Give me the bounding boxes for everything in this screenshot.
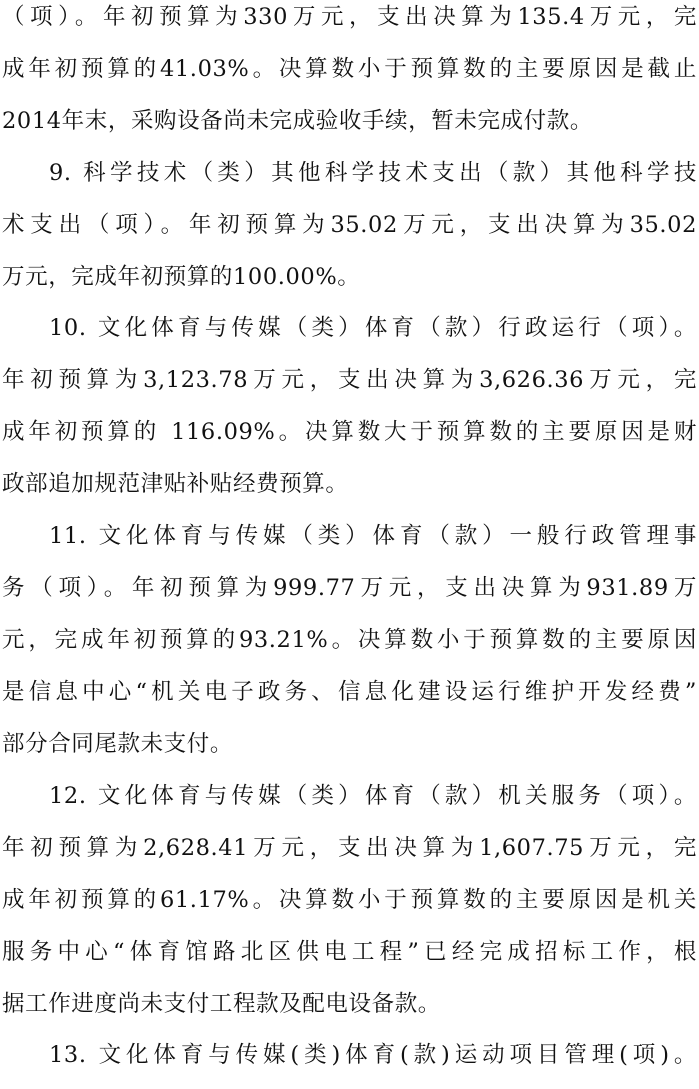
text-line: 年初预算为2,628.41万元，支出决算为1,607.75万元，完 [2, 835, 697, 861]
text-line: 部分合同尾款未支付。 [2, 731, 234, 757]
text-line: 政部追加规范津贴补贴经费预算。 [2, 471, 349, 497]
list-item-9-heading: 9. 科学技术（类）其他科学技术支出（款）其他科学技 [49, 160, 697, 186]
text-line: 2014年末，采购设备尚未完成验收手续，暂未完成付款。 [2, 108, 593, 134]
text-line: 术支出（项）。年初预算为35.02万元，支出决算为35.02 [2, 212, 697, 238]
list-item-10-heading: 10. 文化体育与传媒（类）体育（款）行政运行（项）。 [49, 315, 697, 341]
text-line: 元，完成年初预算的93.21%。决算数小于预算数的主要原因 [2, 627, 697, 653]
text-line: （项）。年初预算为330万元，支出决算为135.4万元，完 [2, 4, 697, 30]
text-line: 成年初预算的 116.09%。决算数大于预算数的主要原因是财 [2, 419, 697, 445]
list-item-13-heading: 13. 文化体育与传媒(类)体育(款)运动项目管理(项)。 [49, 1042, 697, 1068]
list-item-12-heading: 12. 文化体育与传媒（类）体育（款）机关服务（项）。 [49, 783, 697, 809]
list-item-11-heading: 11. 文化体育与传媒（类）体育（款）一般行政管理事 [49, 523, 697, 549]
text-line: 是信息中心“机关电子政务、信息化建设运行维护开发经费” [2, 679, 697, 705]
text-line: 服务中心“体育馆路北区供电工程”已经完成招标工作，根 [2, 939, 697, 965]
text-line: 成年初预算的61.17%。决算数小于预算数的主要原因是机关 [2, 887, 697, 913]
text-line: 务（项）。年初预算为999.77万元，支出决算为931.89万 [2, 575, 697, 601]
text-line: 万元，完成年初预算的100.00%。 [2, 264, 361, 290]
text-line: 成年初预算的41.03%。决算数小于预算数的主要原因是截止 [2, 56, 697, 82]
text-line: 年初预算为3,123.78万元，支出决算为3,626.36万元，完 [2, 367, 697, 393]
text-line: 据工作进度尚未支付工程款及配电设备款。 [2, 991, 441, 1017]
